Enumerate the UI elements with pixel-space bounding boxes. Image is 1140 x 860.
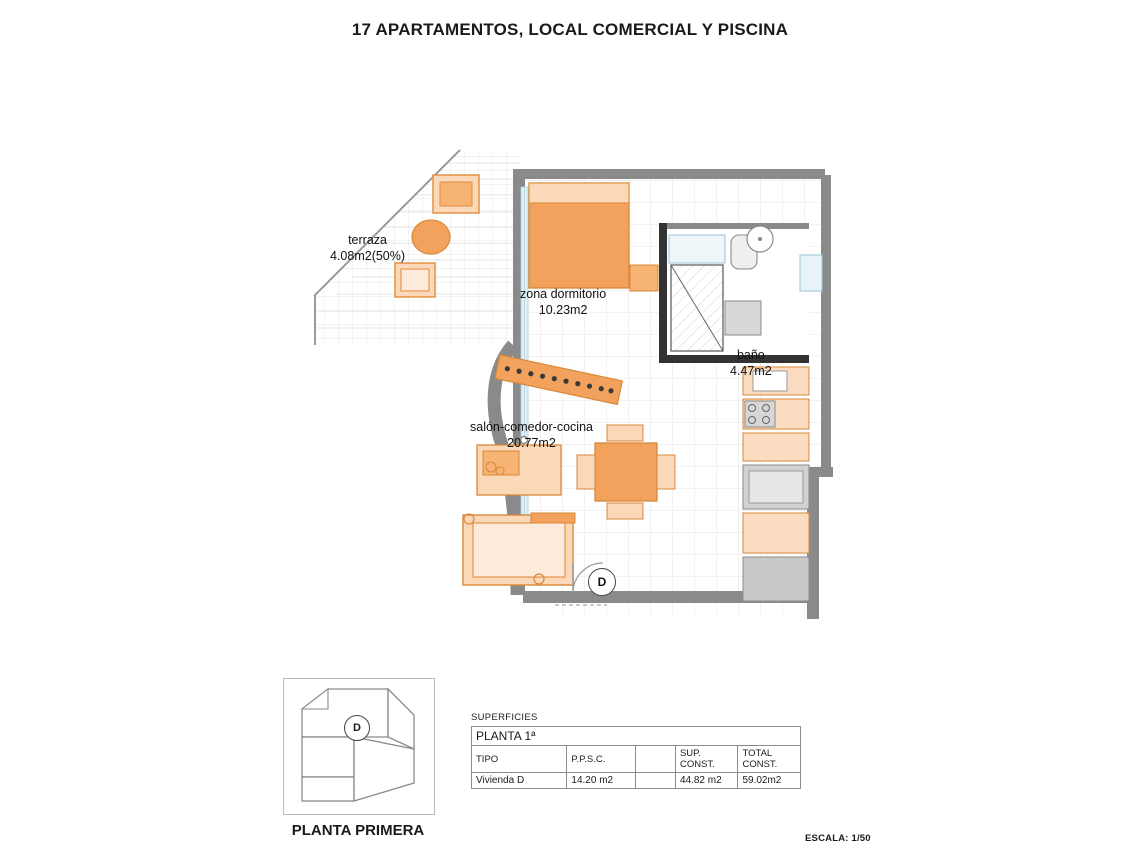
col-header-sup-const: SUP. CONST. <box>675 746 738 773</box>
col-header-ppsc: P.P.S.C. <box>567 746 636 773</box>
col-header-blank <box>636 746 675 773</box>
table-header-row <box>472 746 801 773</box>
room-label-bano <box>730 348 772 379</box>
room-area-terraza: 4.08m2(50%) <box>330 248 406 263</box>
room-area-salon: 20.77m2 <box>507 435 556 450</box>
floor-plan-drawing <box>255 115 875 655</box>
room-label-salon <box>470 420 593 451</box>
cell-ppsc: 14.20 m2 <box>567 773 636 789</box>
room-name-salon: salón-comedor-cocina <box>470 420 593 434</box>
key-plan-drawing <box>284 679 432 812</box>
surfaces-heading: SUPERFICIES <box>471 712 538 723</box>
col-header-total-const: TOTAL CONST. <box>738 746 801 773</box>
room-name-terraza: terraza <box>348 233 387 247</box>
kitchen-area <box>743 367 809 601</box>
floor-plan <box>255 115 875 655</box>
surfaces-planta: PLANTA 1ª <box>471 726 801 745</box>
cell-sup-const: 44.82 m2 <box>675 773 738 789</box>
room-area-bano: 4.47m2 <box>730 363 772 378</box>
surfaces-grid <box>471 745 801 789</box>
room-label-terraza <box>330 233 405 264</box>
scale-note: ESCALA: 1/50 <box>805 833 871 844</box>
key-plan-caption: PLANTA PRIMERA <box>291 822 425 839</box>
room-name-bano: baño <box>736 348 765 362</box>
room-area-dormitorio: 10.23m2 <box>538 302 588 317</box>
bathroom-area <box>659 223 822 363</box>
col-header-tipo: TIPO <box>472 746 567 773</box>
key-plan-marker-d: D <box>344 715 370 741</box>
cell-blank <box>636 773 675 789</box>
unit-marker-d: D <box>588 568 616 596</box>
room-name-dormitorio: zona dormitorio <box>520 287 607 301</box>
room-label-dormitorio <box>520 287 606 318</box>
surfaces-table <box>471 712 801 789</box>
table-row <box>472 773 801 789</box>
cell-total-const: 59.02m2 <box>738 773 801 789</box>
page-title: 17 APARTAMENTOS, LOCAL COMERCIAL Y PISCINA <box>351 20 789 39</box>
cell-tipo: Vivienda D <box>472 773 567 789</box>
key-plan <box>283 678 435 815</box>
